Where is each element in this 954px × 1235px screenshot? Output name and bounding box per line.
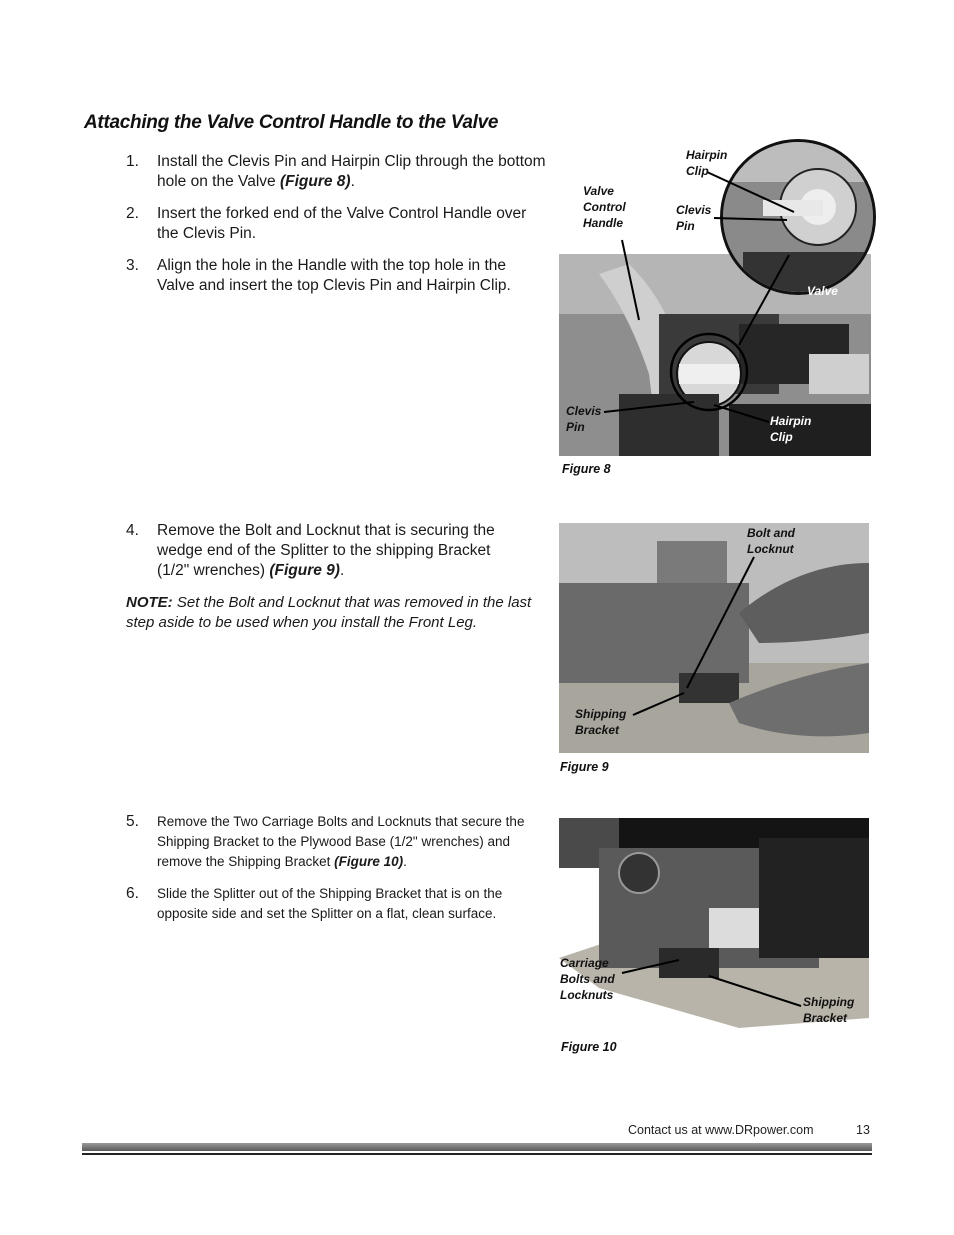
callout-clevis-pin-bottom: Clevis Pin: [566, 404, 602, 434]
step-text: Remove the Two Carriage Bolts and Locknuts that secure the Shipping Bracket to the Plywood Base (1/2" wrenches) and remove the Shipping Bracket (Figure 10).: [157, 814, 525, 869]
step-text: Insert the forked end of the Valve Control Handle over the Clevis Pin.: [157, 205, 527, 242]
figure-10-caption: Figure 10: [561, 1040, 617, 1054]
callout-shipping-bracket: Shipping Bracket: [803, 995, 855, 1025]
step-text: Remove the Bolt and Locknut that is securing the wedge end of the Splitter to the shipping Bracket (1/2" wrenches) (Figure 9).: [157, 522, 495, 579]
step-text: Install the Clevis Pin and Hairpin Clip through the bottom hole on the Valve (Figure 8).: [157, 153, 546, 190]
footer-rule-thin: [82, 1153, 872, 1155]
step-text: Slide the Splitter out of the Shipping Bracket that is on the opposite side and set the Splitter on a flat, clean surface.: [157, 886, 503, 921]
callout-bolt-and-locknut: Bolt and Locknut: [747, 526, 795, 556]
note-label: NOTE:: [126, 594, 173, 611]
footer-rule: [82, 1143, 872, 1151]
callout-shipping-bracket: Shipping Bracket: [575, 707, 627, 737]
figure-reference: (Figure 8): [279, 173, 351, 190]
step-number: 2.: [126, 205, 139, 222]
step-number: 4.: [126, 522, 139, 539]
step-3: [126, 256, 546, 301]
step-5: [126, 812, 546, 874]
step-number: 6.: [126, 885, 139, 902]
callout-valve: Valve: [807, 284, 838, 298]
note: [126, 593, 551, 635]
step-2: [126, 204, 546, 249]
figure-9-caption: Figure 9: [560, 760, 609, 774]
callout-clevis-pin-top: Clevis Pin: [676, 203, 712, 233]
page-number: 13: [856, 1123, 870, 1137]
footer-contact: Contact us at www.DRpower.com: [628, 1123, 814, 1137]
callout-carriage-bolts-and-locknuts: Carriage Bolts and Locknuts: [560, 956, 615, 1002]
callout-hairpin-clip-top: Hairpin Clip: [686, 148, 728, 178]
step-6: [126, 884, 546, 926]
figure-8-caption: Figure 8: [562, 462, 611, 476]
figure-reference: (Figure 9): [269, 562, 340, 579]
step-number: 1.: [126, 153, 139, 170]
note-text: Set the Bolt and Locknut that was removed in the last step aside to be used when you install the Front Leg.: [126, 594, 532, 631]
step-number: 5.: [126, 813, 139, 830]
callout-hairpin-clip-bottom: Hairpin Clip: [770, 414, 812, 444]
figure-reference: (Figure 10): [334, 854, 404, 869]
callout-valve-control-handle: Valve Control Handle: [583, 184, 626, 230]
step-text: Align the hole in the Handle with the top hole in the Valve and insert the top Clevis Pin and Hairpin Clip.: [157, 257, 511, 294]
step-1: [126, 152, 546, 197]
section-title: Attaching the Valve Control Handle to the Valve: [84, 112, 499, 133]
step-number: 3.: [126, 257, 139, 274]
step-4: [126, 521, 546, 583]
